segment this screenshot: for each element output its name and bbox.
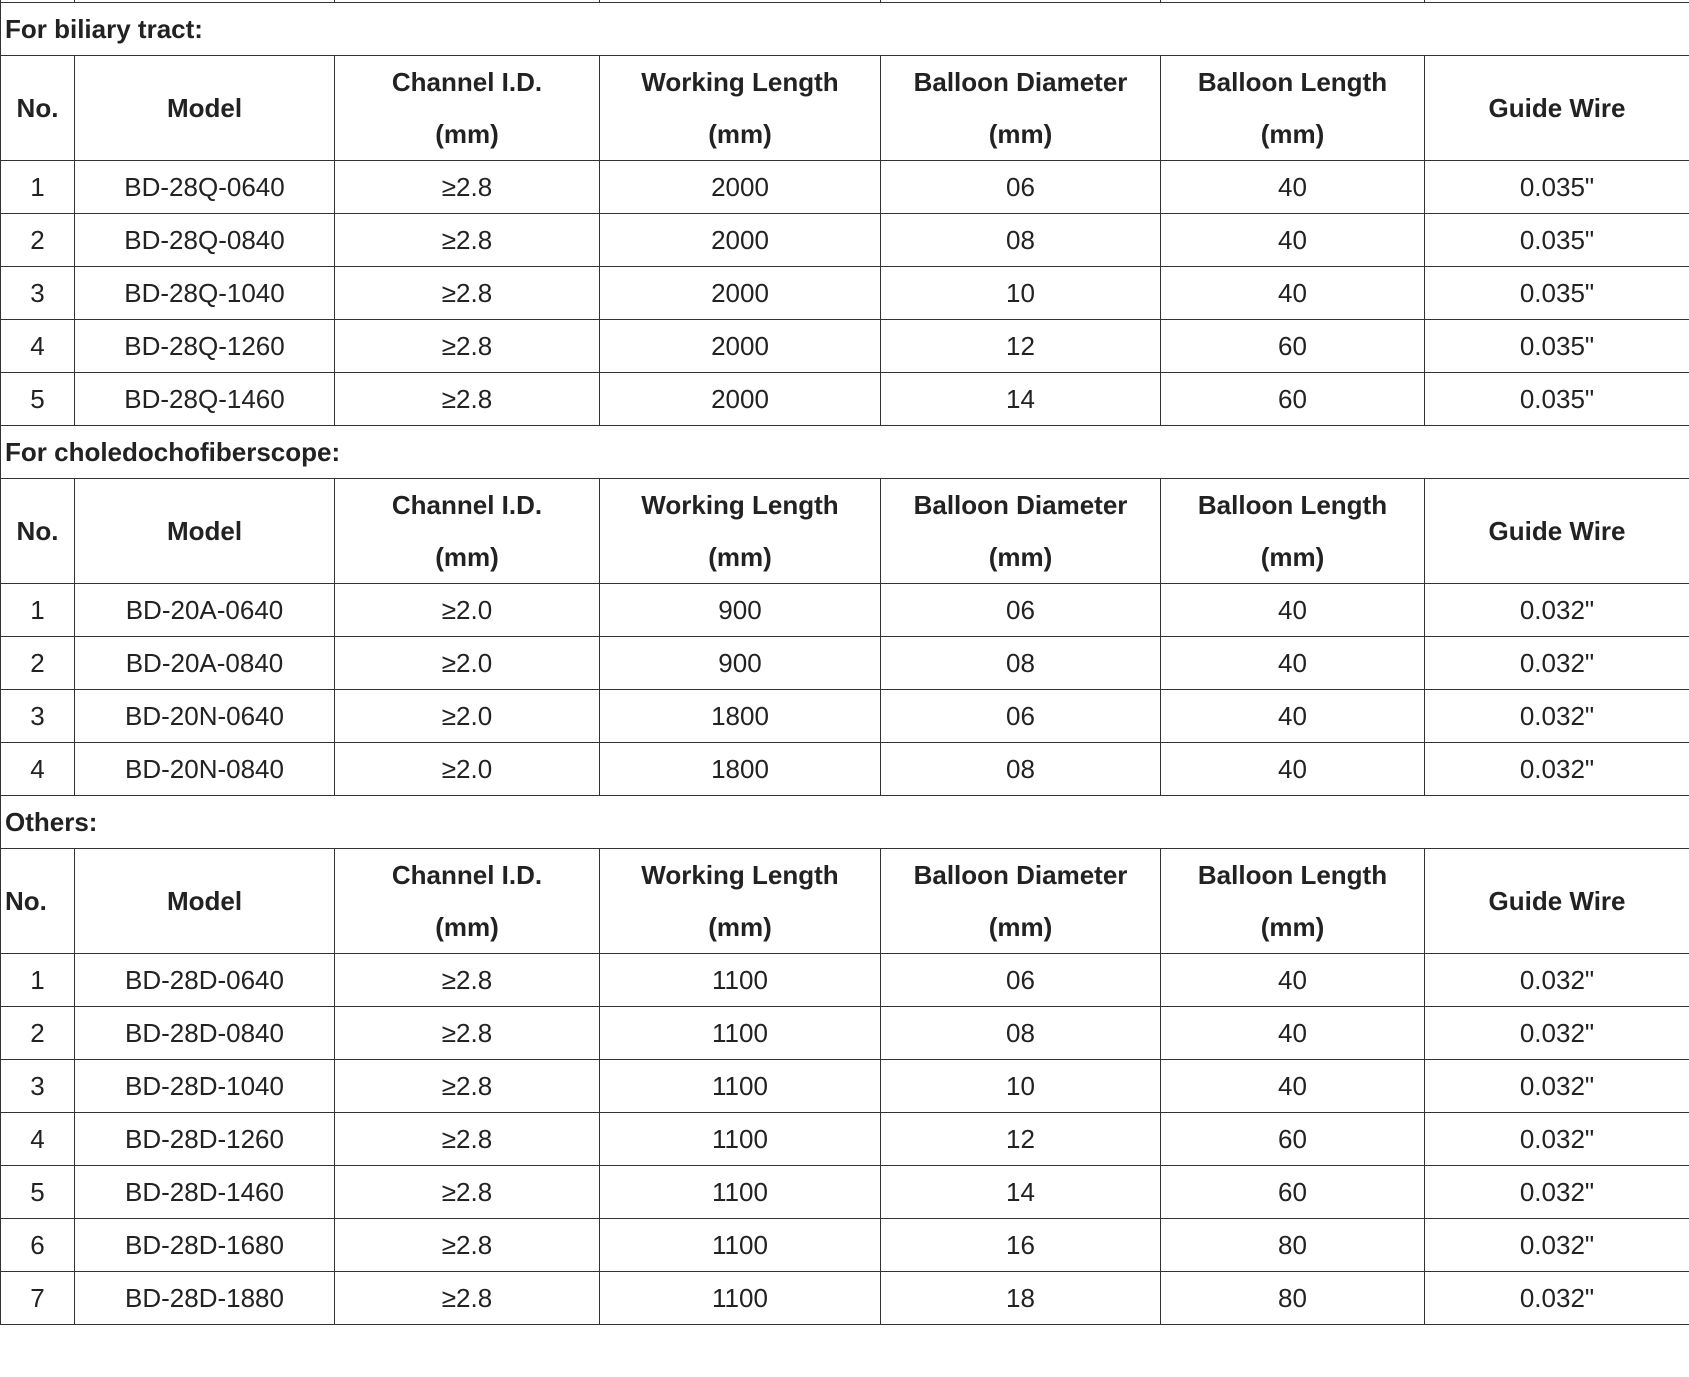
cell-working-length: 1800 — [600, 690, 881, 743]
header-balloon-diameter-unit: (mm) — [988, 542, 1053, 572]
cell-guide-wire: 0.032" — [1425, 954, 1689, 1007]
cell-working-length: 1100 — [600, 1272, 881, 1325]
cell-model: BD-28Q-1260 — [75, 320, 335, 373]
section-title: Others: — [1, 796, 1689, 849]
header-channel-id-unit: (mm) — [435, 912, 499, 942]
header-balloon-length — [1161, 849, 1425, 954]
cell-no: 1 — [1, 584, 75, 637]
header-balloon-length-unit: (mm) — [1260, 912, 1325, 942]
cell-guide-wire: 0.032" — [1425, 690, 1689, 743]
header-channel-id — [335, 479, 600, 584]
header-model: Model — [75, 479, 335, 584]
cell-working-length: 2000 — [600, 373, 881, 426]
cell-channel-id: ≥2.0 — [335, 584, 600, 637]
cell-model: BD-20N-0640 — [75, 690, 335, 743]
cell-no: 4 — [1, 1113, 75, 1166]
section-title: For choledochofiberscope: — [1, 426, 1689, 479]
table-row — [1, 954, 1689, 1007]
header-model: Model — [75, 849, 335, 954]
cell-working-length: 1100 — [600, 1166, 881, 1219]
cell-balloon-length: 40 — [1161, 1007, 1425, 1060]
cell-no: 4 — [1, 320, 75, 373]
header-working-length-unit: (mm) — [708, 542, 772, 572]
table-row — [1, 267, 1689, 320]
cell-no: 3 — [1, 267, 75, 320]
header-channel-id-unit: (mm) — [435, 119, 499, 149]
header-balloon-diameter-label: Balloon Diameter — [913, 490, 1128, 520]
header-balloon-length-unit: (mm) — [1260, 542, 1325, 572]
cell-working-length: 1100 — [600, 954, 881, 1007]
cell-channel-id: ≥2.8 — [335, 161, 600, 214]
cell-model: BD-28D-1040 — [75, 1060, 335, 1113]
cell-guide-wire: 0.032" — [1425, 1166, 1689, 1219]
table-row — [1, 161, 1689, 214]
cell-channel-id: ≥2.0 — [335, 637, 600, 690]
cell-no: 1 — [1, 954, 75, 1007]
cell-model: BD-20A-0640 — [75, 584, 335, 637]
table-row — [1, 584, 1689, 637]
cell-model: BD-20A-0840 — [75, 637, 335, 690]
cell-balloon-diameter: 08 — [881, 1007, 1161, 1060]
table-row — [1, 1272, 1689, 1325]
header-working-length-unit: (mm) — [708, 119, 772, 149]
cell-channel-id: ≥2.8 — [335, 1060, 600, 1113]
cell-no: 2 — [1, 1007, 75, 1060]
header-working-length-label: Working Length — [641, 490, 839, 520]
cell-no: 5 — [1, 373, 75, 426]
cell-balloon-length: 60 — [1161, 320, 1425, 373]
cell-model: BD-28D-1260 — [75, 1113, 335, 1166]
header-balloon-length — [1161, 479, 1425, 584]
cell-model: BD-28D-0640 — [75, 954, 335, 1007]
header-working-length — [600, 56, 881, 161]
cell-no: 2 — [1, 214, 75, 267]
cell-channel-id: ≥2.8 — [335, 320, 600, 373]
column-header-row — [1, 479, 1689, 584]
cell-model: BD-28Q-1040 — [75, 267, 335, 320]
header-working-length-label: Working Length — [641, 67, 839, 97]
cell-guide-wire: 0.032" — [1425, 1060, 1689, 1113]
header-balloon-diameter — [881, 56, 1161, 161]
cell-working-length: 1100 — [600, 1113, 881, 1166]
cell-channel-id: ≥2.8 — [335, 267, 600, 320]
cell-no: 2 — [1, 637, 75, 690]
cell-balloon-diameter: 10 — [881, 267, 1161, 320]
header-balloon-diameter — [881, 479, 1161, 584]
header-channel-id-label: Channel I.D. — [391, 860, 543, 890]
cell-guide-wire: 0.032" — [1425, 1007, 1689, 1060]
cell-no: 4 — [1, 743, 75, 796]
cell-balloon-length: 40 — [1161, 584, 1425, 637]
cell-balloon-length: 40 — [1161, 214, 1425, 267]
cell-guide-wire: 0.032" — [1425, 1113, 1689, 1166]
cell-channel-id: ≥2.8 — [335, 1007, 600, 1060]
section-title-row — [1, 796, 1689, 849]
cell-balloon-diameter: 12 — [881, 320, 1161, 373]
header-balloon-diameter-unit: (mm) — [988, 912, 1053, 942]
cell-balloon-length: 40 — [1161, 267, 1425, 320]
table-row — [1, 1113, 1689, 1166]
cell-channel-id: ≥2.8 — [335, 1272, 600, 1325]
cell-balloon-diameter: 06 — [881, 161, 1161, 214]
cell-working-length: 1800 — [600, 743, 881, 796]
header-working-length-label: Working Length — [641, 860, 839, 890]
table-row — [1, 1007, 1689, 1060]
header-balloon-diameter-label: Balloon Diameter — [913, 860, 1128, 890]
cell-balloon-length: 60 — [1161, 1113, 1425, 1166]
cell-working-length: 900 — [600, 637, 881, 690]
cell-balloon-length: 40 — [1161, 637, 1425, 690]
column-header-row — [1, 849, 1689, 954]
cell-balloon-diameter: 14 — [881, 1166, 1161, 1219]
cell-model: BD-28Q-0840 — [75, 214, 335, 267]
cell-balloon-diameter: 12 — [881, 1113, 1161, 1166]
header-channel-id — [335, 849, 600, 954]
cell-channel-id: ≥2.0 — [335, 690, 600, 743]
cell-working-length: 2000 — [600, 161, 881, 214]
cell-guide-wire: 0.035" — [1425, 267, 1689, 320]
cell-balloon-diameter: 08 — [881, 214, 1161, 267]
table-row — [1, 320, 1689, 373]
cell-channel-id: ≥2.8 — [335, 214, 600, 267]
table-row — [1, 373, 1689, 426]
header-channel-id-label: Channel I.D. — [391, 67, 543, 97]
cell-model: BD-28Q-0640 — [75, 161, 335, 214]
cell-guide-wire: 0.035" — [1425, 320, 1689, 373]
cell-no: 3 — [1, 690, 75, 743]
cell-model: BD-28D-1460 — [75, 1166, 335, 1219]
cell-channel-id: ≥2.8 — [335, 1166, 600, 1219]
cell-no: 3 — [1, 1060, 75, 1113]
cell-working-length: 2000 — [600, 267, 881, 320]
cell-channel-id: ≥2.8 — [335, 954, 600, 1007]
cell-balloon-diameter: 14 — [881, 373, 1161, 426]
header-model: Model — [75, 56, 335, 161]
cell-working-length: 1100 — [600, 1219, 881, 1272]
cell-balloon-length: 60 — [1161, 373, 1425, 426]
table-row — [1, 1219, 1689, 1272]
header-balloon-length-label: Balloon Length — [1197, 860, 1388, 890]
header-guide-wire: Guide Wire — [1425, 479, 1689, 584]
table-row — [1, 637, 1689, 690]
cell-channel-id: ≥2.0 — [335, 743, 600, 796]
cell-balloon-diameter: 08 — [881, 743, 1161, 796]
cell-balloon-diameter: 06 — [881, 954, 1161, 1007]
cell-model: BD-28D-1880 — [75, 1272, 335, 1325]
cell-balloon-diameter: 06 — [881, 584, 1161, 637]
cell-working-length: 2000 — [600, 320, 881, 373]
table-row — [1, 214, 1689, 267]
table-row — [1, 1060, 1689, 1113]
header-guide-wire: Guide Wire — [1425, 849, 1689, 954]
header-working-length-unit: (mm) — [708, 912, 772, 942]
header-working-length — [600, 849, 881, 954]
cell-channel-id: ≥2.8 — [335, 373, 600, 426]
cell-balloon-diameter: 18 — [881, 1272, 1161, 1325]
cell-guide-wire: 0.035" — [1425, 214, 1689, 267]
header-balloon-length — [1161, 56, 1425, 161]
cell-guide-wire: 0.035" — [1425, 373, 1689, 426]
cell-working-length: 1100 — [600, 1060, 881, 1113]
header-balloon-length-label: Balloon Length — [1197, 490, 1388, 520]
cell-guide-wire: 0.032" — [1425, 743, 1689, 796]
table-row — [1, 743, 1689, 796]
cell-working-length: 2000 — [600, 214, 881, 267]
header-no: No. — [1, 849, 75, 954]
cell-model: BD-28Q-1460 — [75, 373, 335, 426]
cell-balloon-diameter: 06 — [881, 690, 1161, 743]
section-title-row — [1, 426, 1689, 479]
header-working-length — [600, 479, 881, 584]
column-header-row — [1, 56, 1689, 161]
cell-balloon-diameter: 16 — [881, 1219, 1161, 1272]
cell-balloon-diameter: 08 — [881, 637, 1161, 690]
header-no: No. — [1, 56, 75, 161]
cell-guide-wire: 0.035" — [1425, 161, 1689, 214]
header-guide-wire: Guide Wire — [1425, 56, 1689, 161]
section-title: For biliary tract: — [1, 3, 1689, 56]
cell-guide-wire: 0.032" — [1425, 637, 1689, 690]
cell-balloon-diameter: 10 — [881, 1060, 1161, 1113]
cell-model: BD-20N-0840 — [75, 743, 335, 796]
cell-working-length: 1100 — [600, 1007, 881, 1060]
cell-balloon-length: 40 — [1161, 690, 1425, 743]
header-no: No. — [1, 479, 75, 584]
cell-no: 6 — [1, 1219, 75, 1272]
cell-model: BD-28D-0840 — [75, 1007, 335, 1060]
header-balloon-length-label: Balloon Length — [1197, 67, 1388, 97]
header-balloon-length-unit: (mm) — [1260, 119, 1325, 149]
cell-working-length: 900 — [600, 584, 881, 637]
section-title-row — [1, 3, 1689, 56]
header-channel-id-label: Channel I.D. — [391, 490, 543, 520]
cell-balloon-length: 40 — [1161, 954, 1425, 1007]
cell-guide-wire: 0.032" — [1425, 1272, 1689, 1325]
cell-guide-wire: 0.032" — [1425, 1219, 1689, 1272]
cell-channel-id: ≥2.8 — [335, 1113, 600, 1166]
table-row — [1, 1166, 1689, 1219]
cell-balloon-length: 60 — [1161, 1166, 1425, 1219]
cell-no: 1 — [1, 161, 75, 214]
cell-balloon-length: 40 — [1161, 161, 1425, 214]
cell-balloon-length: 80 — [1161, 1219, 1425, 1272]
cell-balloon-length: 40 — [1161, 743, 1425, 796]
cell-balloon-length: 80 — [1161, 1272, 1425, 1325]
cell-no: 5 — [1, 1166, 75, 1219]
header-channel-id — [335, 56, 600, 161]
cell-balloon-length: 40 — [1161, 1060, 1425, 1113]
table-row — [1, 690, 1689, 743]
header-balloon-diameter — [881, 849, 1161, 954]
cell-model: BD-28D-1680 — [75, 1219, 335, 1272]
spec-table-body — [1, 0, 1689, 1325]
header-balloon-diameter-unit: (mm) — [988, 119, 1053, 149]
header-channel-id-unit: (mm) — [435, 542, 499, 572]
header-balloon-diameter-label: Balloon Diameter — [913, 67, 1128, 97]
cell-guide-wire: 0.032" — [1425, 584, 1689, 637]
cell-channel-id: ≥2.8 — [335, 1219, 600, 1272]
cell-no: 7 — [1, 1272, 75, 1325]
